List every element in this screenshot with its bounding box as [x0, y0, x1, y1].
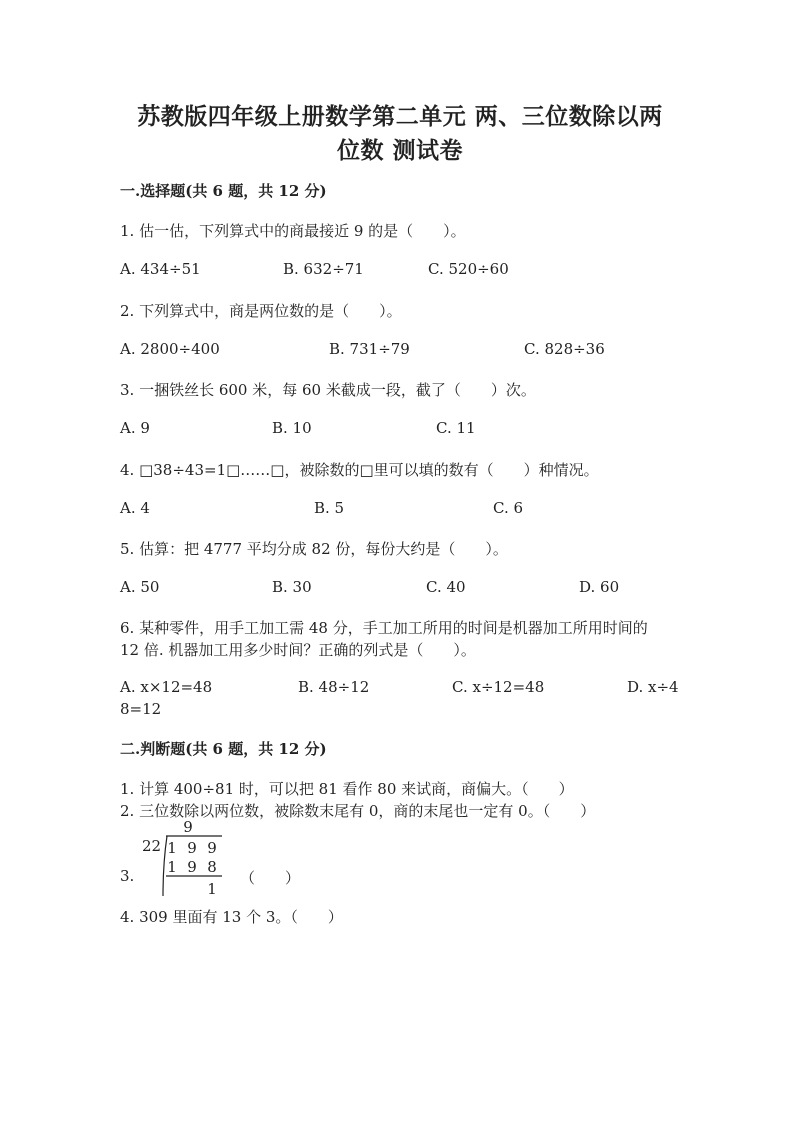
- question-5-option-b[interactable]: B. 30: [272, 578, 312, 596]
- question-6-option-b[interactable]: B. 48÷12: [298, 678, 370, 696]
- question-5-option-d[interactable]: D. 60: [579, 578, 620, 596]
- question-2-stem: 2. 下列算式中，商是两位数的是（ ）。: [120, 302, 402, 320]
- question-1-option-a[interactable]: A. 434÷51: [120, 260, 201, 278]
- long-division-figure: [140, 818, 230, 900]
- question-4-option-a[interactable]: A. 4: [120, 499, 150, 517]
- question-2-option-a[interactable]: A. 2800÷400: [120, 340, 220, 358]
- division-product-digit: 1: [167, 858, 177, 876]
- division-product-digit: 8: [207, 858, 217, 876]
- division-dividend-digit: 9: [187, 839, 197, 857]
- division-product-digit: 9: [187, 858, 197, 876]
- question-2-option-c[interactable]: C. 828÷36: [524, 340, 605, 358]
- judgement-item-3-blank: （ ）: [240, 869, 301, 887]
- question-6-stem-line-2: 12 倍. 机器加工用多少时间？正确的列式是（ ）。: [120, 641, 476, 659]
- division-dividend-digit: 9: [207, 839, 217, 857]
- question-1-option-b[interactable]: B. 632÷71: [283, 260, 364, 278]
- question-1-option-c[interactable]: C. 520÷60: [428, 260, 509, 278]
- page-title-line-1: 苏教版四年级上册数学第二单元 两、三位数除以两: [137, 103, 663, 130]
- division-divisor: 22: [142, 837, 162, 855]
- division-quotient: 9: [183, 818, 193, 836]
- page-title-line-2: 位数 测试卷: [336, 137, 463, 164]
- question-5-option-a[interactable]: A. 50: [120, 578, 160, 596]
- judgement-item-3-number: 3.: [120, 867, 135, 885]
- question-6-option-d-wrap: 8=12: [120, 700, 162, 718]
- question-3-option-b[interactable]: B. 10: [272, 419, 312, 437]
- division-remainder: 1: [207, 880, 217, 898]
- question-4-stem: 4. □38÷43=1□……□，被除数的□里可以填的数有（ ）种情况。: [120, 461, 599, 479]
- question-6-stem-line-1: 6. 某种零件，用手工加工需 48 分，手工加工所用的时间是机器加工所用时间的: [120, 619, 648, 637]
- judgement-item-2: 2. 三位数除以两位数，被除数末尾有 0，商的末尾也一定有 0。（ ）: [120, 802, 596, 820]
- question-2-option-b[interactable]: B. 731÷79: [329, 340, 410, 358]
- division-dividend-digit: 1: [167, 839, 177, 857]
- judgement-item-1: 1. 计算 400÷81 时，可以把 81 看作 80 来试商，商偏大。（ ）: [120, 780, 574, 798]
- question-3-option-a[interactable]: A. 9: [120, 419, 150, 437]
- question-4-option-c[interactable]: C. 6: [493, 499, 524, 517]
- question-3-stem: 3. 一捆铁丝长 600 米，每 60 米截成一段，截了（ ）次。: [120, 381, 536, 399]
- question-6-option-a[interactable]: A. x×12=48: [120, 678, 213, 696]
- question-4-option-b[interactable]: B. 5: [314, 499, 345, 517]
- section-heading-judgement: 二.判断题(共 6 题，共 12 分): [120, 740, 327, 758]
- question-6-option-d[interactable]: D. x÷4: [627, 678, 679, 696]
- question-1-stem: 1. 估一估，下列算式中的商最接近 9 的是（ ）。: [120, 222, 466, 240]
- question-5-option-c[interactable]: C. 40: [426, 578, 466, 596]
- section-heading-choice: 一.选择题(共 6 题，共 12 分): [120, 182, 327, 200]
- question-5-stem: 5. 估算：把 4777 平均分成 82 份，每份大约是（ ）。: [120, 540, 508, 558]
- question-6-option-c[interactable]: C. x÷12=48: [452, 678, 545, 696]
- question-3-option-c[interactable]: C. 11: [436, 419, 476, 437]
- judgement-item-4: 4. 309 里面有 13 个 3。（ ）: [120, 908, 343, 926]
